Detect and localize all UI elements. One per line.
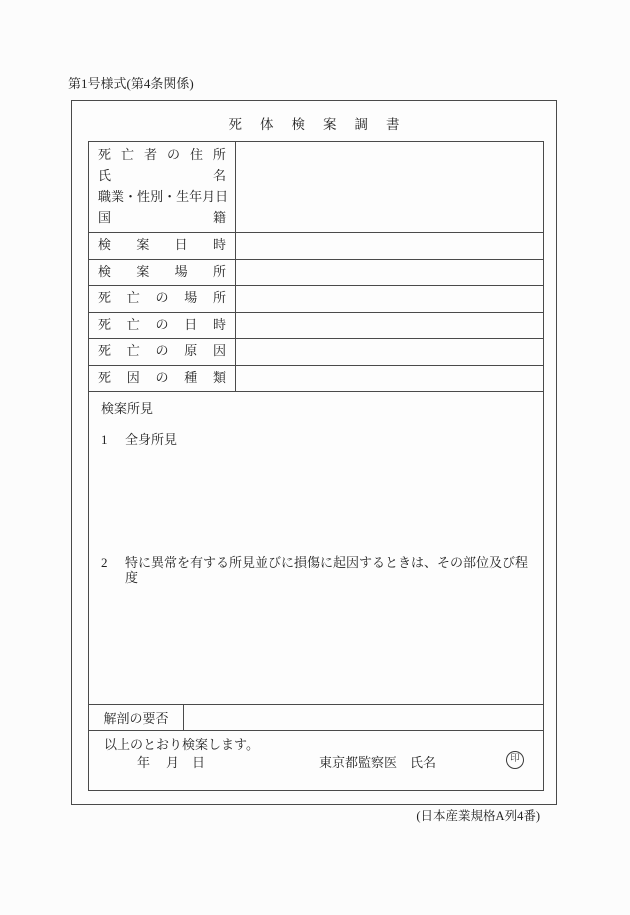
label-death-place: 死 亡 の 場 所 [98,290,226,306]
attestation-statement: 以上のとおり検案します。 [104,737,259,752]
findings-item-whole-body [101,433,531,448]
label-autopsy-necessity: 解剖の要否 [103,711,169,726]
label-occupation-sex-birthdate: 職 業 ・ 性 別 ・ 生 年 月 日 [98,189,229,205]
form-title: 死体検案調書 [228,117,418,132]
label-death-datetime: 死 亡 の 日 時 [98,316,226,332]
attestation-section [89,731,543,790]
value-death-cause [236,339,543,365]
deceased-info-row [89,142,543,233]
findings-item-text: 特に異常を有する所見並びに損傷に起因するときは、その部位及び程度 [125,554,529,585]
deceased-labels-cell [89,142,236,232]
value-death-datetime [236,313,543,339]
form-table [88,141,544,791]
date-day-label: 日 [192,755,206,770]
form-outer-border [71,100,557,805]
paper-size-note: (日本産業規格A列4番) [416,809,540,823]
label-death-cause: 死 亡 の 原 因 [98,343,226,359]
value-death-place [236,286,543,312]
table-row-death-cause [89,339,543,366]
table-row-death-place [89,286,543,313]
date-year-label: 年 [137,755,151,770]
form-number: 第1号様式(第4条関係) [68,76,194,91]
findings-item-text: 全身所見 [125,431,178,447]
findings-heading: 検案所見 [101,401,154,416]
value-exam-datetime [236,233,543,259]
examiner-signature-label: 東京都監察医 氏名 [319,755,437,770]
label-exam-place: 検 案 場 所 [98,263,226,279]
findings-item-abnormal [101,556,531,586]
table-row-death-datetime [89,313,543,340]
findings-item-number: 1 [101,431,108,447]
label-exam-datetime: 検 案 日 時 [98,237,226,253]
label-name: 氏 名 [98,168,226,184]
table-row-exam-datetime [89,233,543,260]
table-row-death-cause-type [89,366,543,393]
value-death-cause-type [236,366,543,392]
label-death-cause-type: 死 因 の 種 類 [98,369,226,385]
seal-mark-icon [506,751,524,769]
date-month-label: 月 [166,755,180,770]
table-row-exam-place [89,260,543,287]
autopsy-value-cell [184,705,543,730]
findings-section [89,392,543,705]
deceased-value-cell [236,142,543,232]
label-deceased-address: 死 亡 者 の 住 所 [98,147,226,163]
autopsy-label-cell [89,705,184,730]
seal-character: 印 [510,754,520,765]
autopsy-row [89,705,543,731]
findings-item-number: 2 [101,554,108,570]
value-exam-place [236,260,543,286]
label-nationality: 国 籍 [98,210,226,226]
